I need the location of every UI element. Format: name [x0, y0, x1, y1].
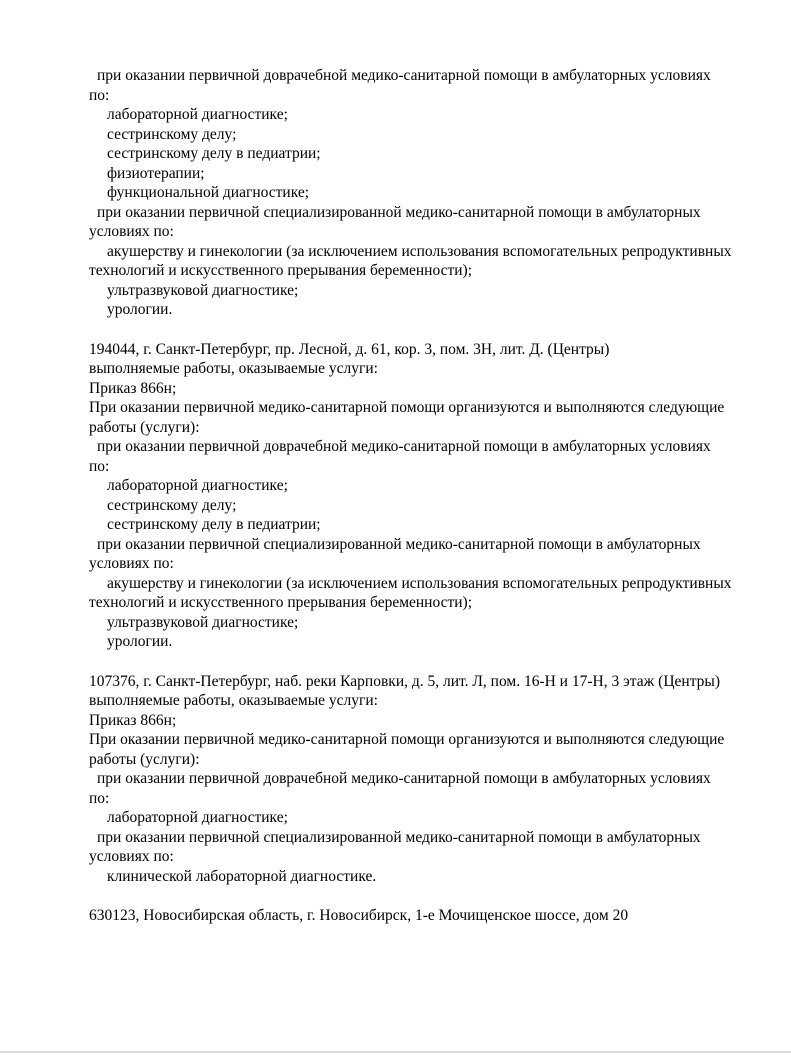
license-document	[89, 66, 761, 926]
document-line: урологии.	[107, 301, 173, 318]
document-line: функциональной диагностике;	[107, 184, 310, 201]
document-line: лабораторной диагностике;	[107, 106, 288, 123]
license-services-block-1	[89, 66, 761, 320]
document-line: сестринскому делу в педиатрии;	[107, 516, 321, 533]
document-line: по:	[89, 86, 110, 104]
document-line: При оказании первичной медико-санитарной помощи организуются и выполняются следующие	[89, 399, 725, 416]
address-block-lesnoy	[89, 340, 761, 652]
document-line: выполняемые работы, оказываемые услуги:	[89, 360, 378, 377]
document-line: Приказ 866н;	[89, 711, 177, 729]
document-line: урологии.	[107, 633, 173, 650]
document-line: условиях по:	[89, 848, 174, 865]
document-line: при оказании первичной доврачебной медико-санитарной помощи в амбулаторных условиях	[97, 438, 711, 455]
document-line: лабораторной диагностике;	[107, 809, 288, 826]
document-line: акушерству и гинекологии (за исключением использования вспомогательных репродуктивных	[107, 242, 732, 260]
document-line: при оказании первичной специализированной медико-санитарной помощи в амбулаторных	[97, 203, 701, 221]
document-line: сестринскому делу;	[107, 125, 237, 143]
document-line: 194044, г. Санкт-Петербург, пр. Лесной, д. 61, кор. 3, пом. 3Н, лит. Д. (Центры)	[89, 340, 610, 358]
bottom-divider	[0, 1051, 791, 1053]
document-line: лабораторной диагностике;	[107, 477, 288, 494]
document-line: по:	[89, 789, 110, 807]
document-line: сестринскому делу в педиатрии;	[107, 145, 321, 162]
document-line: Приказ 866н;	[89, 379, 177, 397]
document-line: технологий и искусственного прерывания беременности);	[89, 594, 473, 611]
document-line: физиотерапии;	[107, 164, 205, 182]
document-line: При оказании первичной медико-санитарной помощи организуются и выполняются следующие	[89, 731, 725, 748]
address-block-karpovka	[89, 672, 761, 887]
document-line: при оказании первичной специализированной медико-санитарной помощи в амбулаторных	[97, 535, 701, 553]
document-line: ультразвуковой диагностике;	[107, 613, 299, 631]
document-line: работы (услуги):	[89, 750, 200, 768]
document-line: работы (услуги):	[89, 418, 200, 436]
document-line: условиях по:	[89, 555, 174, 572]
document-line: по:	[89, 457, 110, 475]
document-line: 107376, г. Санкт-Петербург, наб. реки Карповки, д. 5, лит. Л, пом. 16-Н и 17-Н, 3 этаж (Центры)	[89, 672, 720, 690]
document-line: технологий и искусственного прерывания беременности);	[89, 262, 473, 279]
document-line: клинической лабораторной диагностике.	[107, 867, 377, 885]
document-line: выполняемые работы, оказываемые услуги:	[89, 692, 378, 709]
address-block-novosibirsk	[89, 906, 761, 926]
document-line: ультразвуковой диагностике;	[107, 281, 299, 299]
document-line: 630123, Новосибирская область, г. Новосибирск, 1-е Мочищенское шоссе, дом 20	[89, 907, 629, 924]
document-line: сестринскому делу;	[107, 496, 237, 514]
document-line: условиях по:	[89, 223, 174, 240]
document-line: акушерству и гинекологии (за исключением использования вспомогательных репродуктивных	[107, 574, 732, 592]
document-line: при оказании первичной доврачебной медико-санитарной помощи в амбулаторных условиях	[97, 770, 711, 787]
document-line: при оказании первичной специализированной медико-санитарной помощи в амбулаторных	[97, 828, 701, 846]
document-line: при оказании первичной доврачебной медико-санитарной помощи в амбулаторных условиях	[97, 67, 711, 84]
